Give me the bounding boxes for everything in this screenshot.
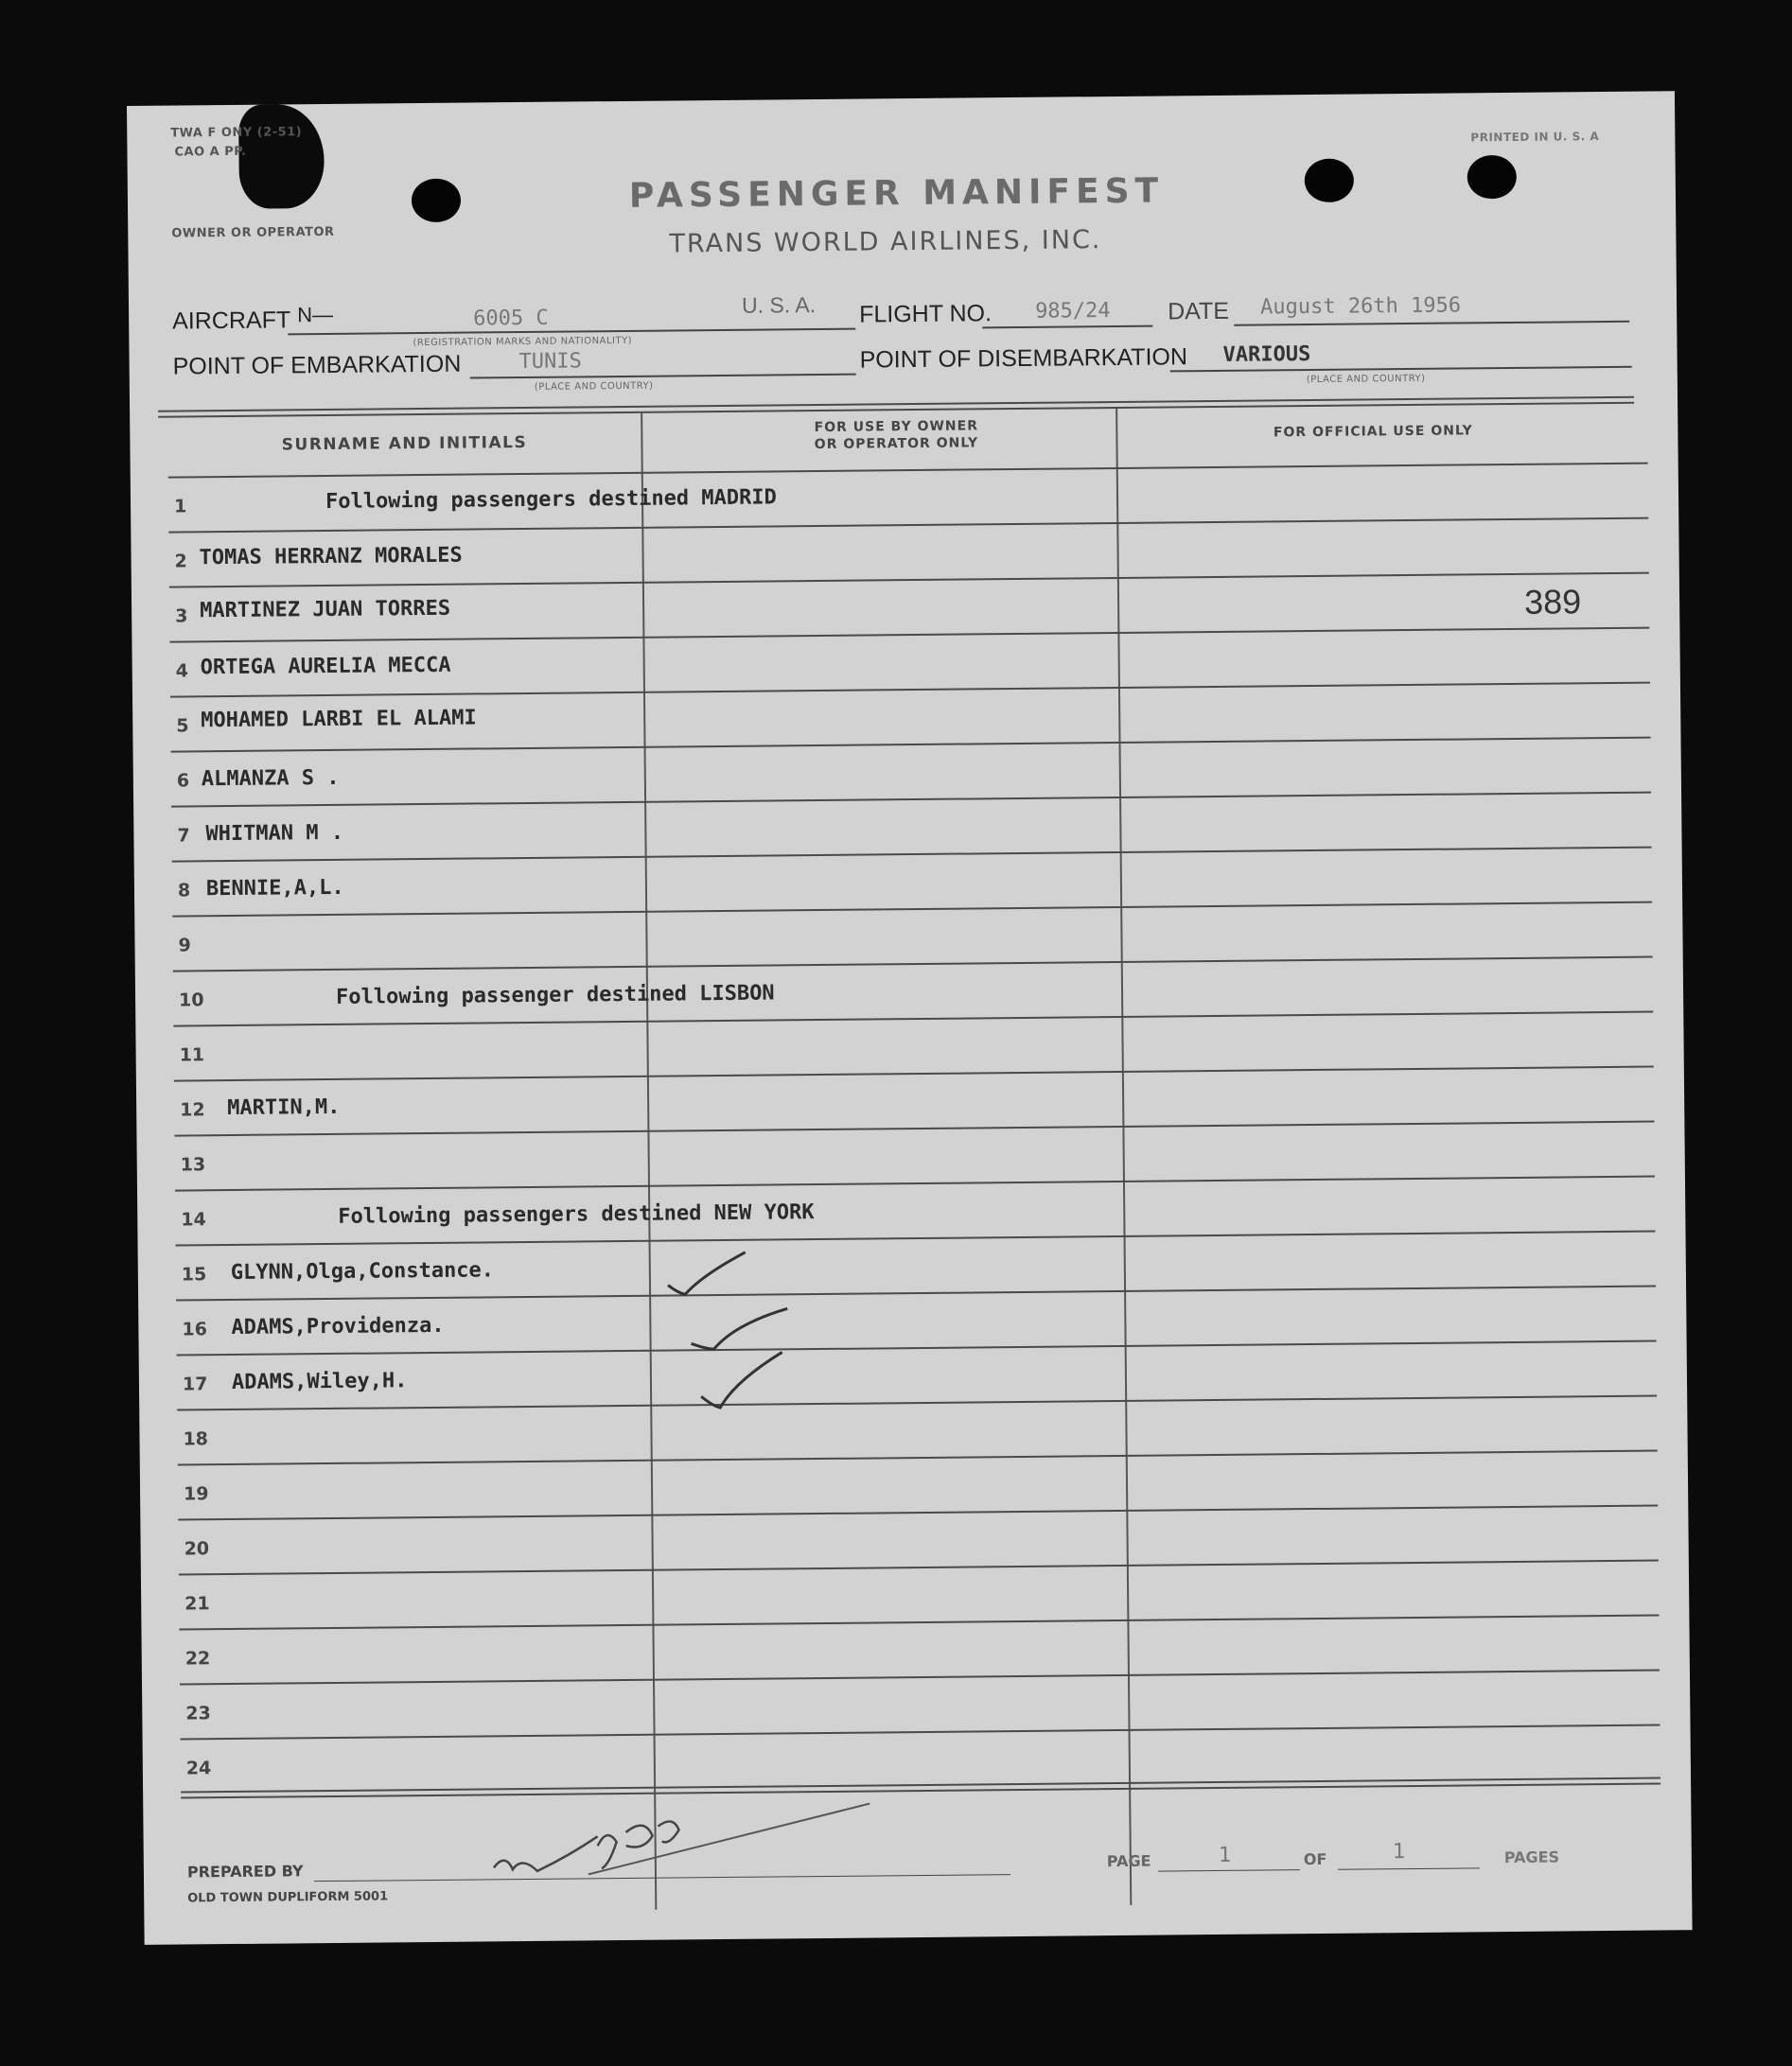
check-mark-icon bbox=[697, 1348, 793, 1415]
row-number: 18 bbox=[183, 1428, 209, 1450]
row-rule bbox=[177, 1340, 1657, 1357]
aircraft-label: AIRCRAFT bbox=[172, 306, 291, 335]
row-rule bbox=[178, 1450, 1658, 1466]
row-rule bbox=[180, 1670, 1660, 1686]
page-value: 1 bbox=[1218, 1843, 1232, 1868]
disembarkation-value: VARIOUS bbox=[1222, 342, 1311, 367]
row-entry: BENNIE,A,L. bbox=[205, 875, 344, 902]
row-rule bbox=[171, 737, 1651, 753]
row-number: 4 bbox=[175, 660, 189, 682]
row-rule bbox=[179, 1615, 1659, 1631]
row-number: 16 bbox=[182, 1319, 207, 1340]
disembarkation-label: POINT OF DISEMBARKATION bbox=[859, 343, 1188, 374]
date-label: DATE bbox=[1168, 297, 1230, 325]
embarkation-caption: (PLACE AND COUNTRY) bbox=[534, 380, 654, 393]
row-rule bbox=[179, 1560, 1659, 1576]
aircraft-prefix: N— bbox=[297, 302, 334, 327]
row-rule bbox=[169, 627, 1649, 643]
row-rule bbox=[176, 1286, 1656, 1302]
row-rule bbox=[178, 1505, 1658, 1521]
row-number: 3 bbox=[175, 605, 188, 627]
column-header-operator-line1: FOR USE BY OWNER bbox=[814, 418, 979, 436]
row-number: 17 bbox=[182, 1374, 208, 1395]
disembarkation-underline bbox=[1170, 366, 1632, 373]
aircraft-underline bbox=[288, 328, 855, 336]
row-number: 14 bbox=[181, 1209, 206, 1231]
column-header-official: FOR OFFICIAL USE ONLY bbox=[1273, 423, 1473, 441]
row-entry: WHITMAN M . bbox=[205, 820, 344, 847]
row-entry: MOHAMED LARBI EL ALAMI bbox=[201, 706, 477, 733]
row-rule bbox=[181, 1725, 1660, 1741]
row-rule bbox=[172, 847, 1652, 863]
owner-operator-label: OWNER OR OPERATOR bbox=[171, 224, 335, 241]
row-rule bbox=[168, 517, 1648, 534]
aircraft-value: 6005 C bbox=[473, 306, 549, 331]
nationality-value: U. S. A. bbox=[741, 292, 817, 318]
column-header-operator-line2: OR OPERATOR ONLY bbox=[814, 435, 979, 453]
manifest-sheet bbox=[127, 91, 1693, 1945]
row-number: 19 bbox=[183, 1483, 209, 1505]
row-number: 10 bbox=[178, 989, 204, 1011]
row-number: 8 bbox=[177, 880, 191, 902]
torn-corner-mark bbox=[238, 104, 325, 209]
row-number: 12 bbox=[180, 1099, 205, 1121]
row-entry: MARTINEZ JUAN TORRES bbox=[200, 596, 451, 623]
row-entry: GLYNN,Olga,Constance. bbox=[230, 1258, 495, 1286]
form-printer-label: OLD TOWN DUPLIFORM 5001 bbox=[187, 1889, 389, 1906]
row-number: 21 bbox=[184, 1593, 210, 1615]
row-rule bbox=[176, 1231, 1656, 1247]
row-entry: ADAMS,Providenza. bbox=[231, 1313, 445, 1339]
row-entry: Following passengers destined MADRID bbox=[325, 485, 777, 515]
row-entry: Following passenger destined LISBON bbox=[335, 981, 775, 1009]
row-rule bbox=[173, 956, 1653, 972]
row-entry: TOMAS HERRANZ MORALES bbox=[199, 543, 463, 570]
printed-in-label: PRINTED IN U. S. A bbox=[1470, 130, 1600, 145]
flight-value: 985/24 bbox=[1035, 299, 1111, 324]
row-entry: ADAMS,Wiley,H. bbox=[231, 1369, 408, 1394]
of-value: 1 bbox=[1392, 1840, 1406, 1865]
header-bottom-rule bbox=[168, 463, 1648, 479]
embarkation-underline bbox=[470, 374, 856, 379]
row-number: 23 bbox=[185, 1703, 211, 1725]
punch-hole-right-1 bbox=[1305, 159, 1354, 202]
row-number: 20 bbox=[184, 1538, 210, 1560]
row-number: 9 bbox=[178, 935, 191, 956]
airline-name: TRANS WORLD AIRLINES, INC. bbox=[669, 225, 1102, 259]
document-title: PASSENGER MANIFEST bbox=[628, 171, 1165, 216]
row-rule bbox=[172, 902, 1652, 918]
punch-hole-left bbox=[412, 179, 461, 222]
embarkation-value: TUNIS bbox=[518, 349, 582, 375]
row-number: 13 bbox=[180, 1154, 206, 1176]
row-number: 11 bbox=[179, 1044, 205, 1066]
flight-underline bbox=[982, 325, 1152, 329]
signature bbox=[483, 1786, 882, 1884]
row-rule bbox=[171, 792, 1651, 808]
pages-label: PAGES bbox=[1503, 1847, 1560, 1867]
row-number: 1 bbox=[173, 496, 187, 517]
row-rule bbox=[170, 682, 1650, 698]
disembarkation-caption: (PLACE AND COUNTRY) bbox=[1306, 373, 1426, 386]
row-rule bbox=[169, 572, 1649, 588]
official-note: 389 bbox=[1523, 582, 1582, 622]
check-mark-icon bbox=[664, 1247, 750, 1304]
page-label: PAGE bbox=[1106, 1851, 1151, 1871]
row-number: 5 bbox=[176, 715, 189, 737]
of-underline bbox=[1338, 1867, 1480, 1869]
page-underline bbox=[1158, 1869, 1300, 1871]
row-entry: Following passengers destined NEW YORK bbox=[338, 1200, 815, 1229]
date-value: August 26th 1956 bbox=[1259, 293, 1462, 320]
prepared-by-label: PREPARED BY bbox=[186, 1862, 304, 1882]
punch-hole-right-2 bbox=[1467, 155, 1517, 199]
form-code-line1: TWA F ONY (2-51) bbox=[170, 125, 303, 141]
row-rule bbox=[174, 1066, 1654, 1082]
row-entry: MARTIN,M. bbox=[227, 1094, 341, 1121]
row-entry: ORTEGA AURELIA MECCA bbox=[200, 653, 451, 680]
row-rule bbox=[173, 1011, 1653, 1027]
row-number: 24 bbox=[185, 1758, 212, 1779]
row-number: 7 bbox=[177, 825, 190, 847]
embarkation-label: POINT OF EMBARKATION bbox=[172, 350, 462, 380]
column-header-surname: SURNAME AND INITIALS bbox=[281, 432, 528, 455]
row-number: 15 bbox=[181, 1264, 207, 1286]
date-underline bbox=[1234, 321, 1629, 326]
row-number: 2 bbox=[174, 551, 187, 572]
row-number: 22 bbox=[184, 1648, 211, 1670]
row-rule bbox=[174, 1121, 1654, 1137]
flight-label: FLIGHT NO. bbox=[859, 300, 993, 328]
row-number: 6 bbox=[176, 770, 190, 792]
row-entry: ALMANZA S . bbox=[201, 765, 340, 792]
row-rule bbox=[175, 1176, 1655, 1192]
registration-caption: (REGISTRATION MARKS AND NATIONALITY) bbox=[413, 335, 633, 349]
form-code-line2: CAO A PP. bbox=[174, 144, 247, 160]
row-rule bbox=[177, 1395, 1657, 1411]
of-label: OF bbox=[1303, 1849, 1327, 1869]
